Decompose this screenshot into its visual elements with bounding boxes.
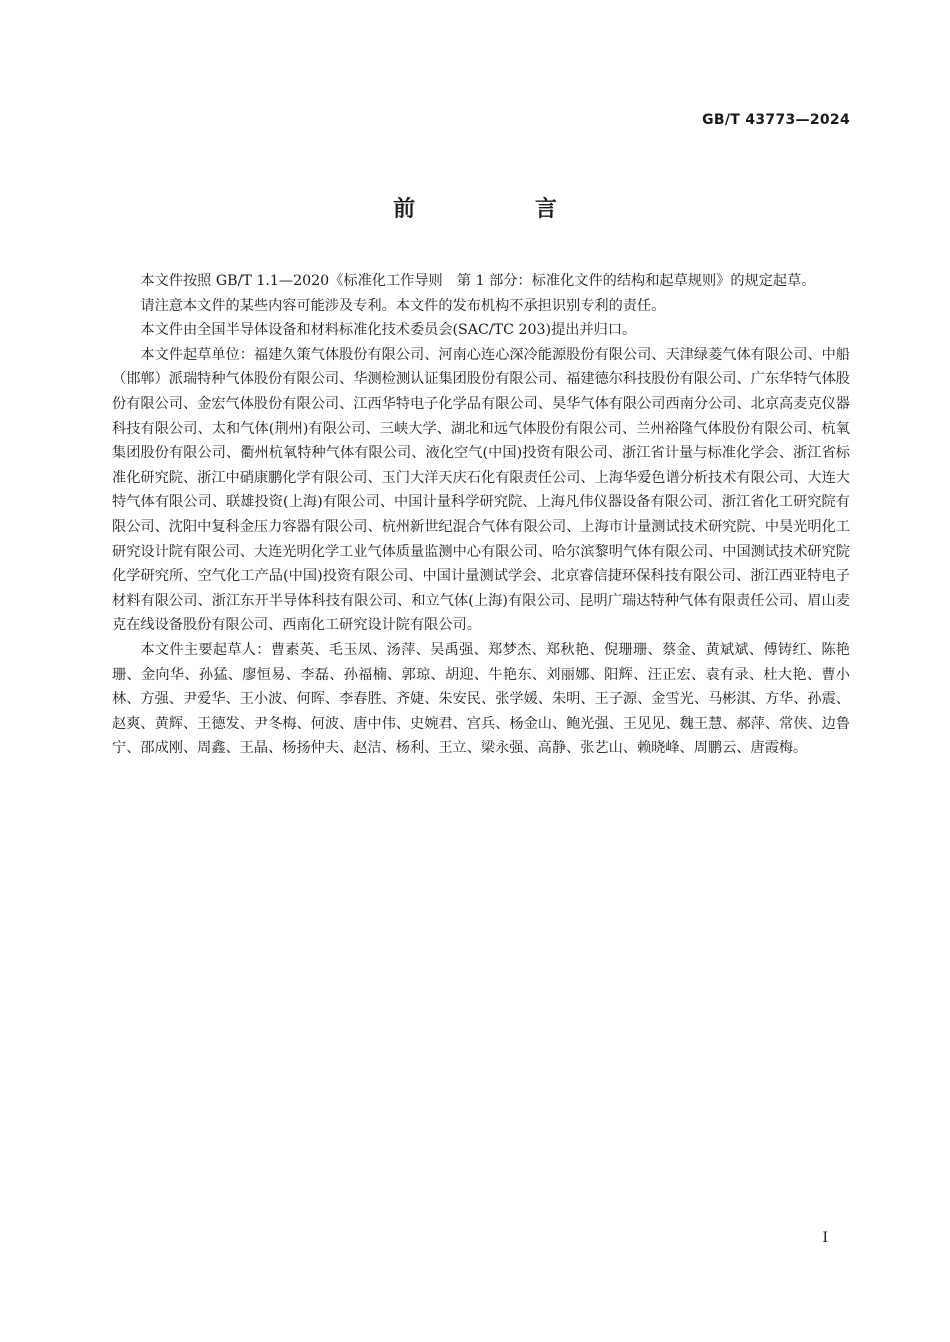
page-number: I: [822, 1230, 828, 1246]
paragraph-patent-notice: 请注意本文件的某些内容可能涉及专利。本文件的发布机构不承担识别专利的责任。: [140, 297, 666, 314]
standard-number: GB/T 43773—2024: [702, 112, 850, 128]
paragraph-proposer: 本文件由全国半导体设备和材料标准化技术委员会(SAC/TC 203)提出并归口。: [140, 322, 637, 339]
document-body: [112, 269, 850, 761]
page-title: 前 言: [393, 197, 613, 222]
paragraph-drafting-rules: 本文件按照 GB/T 1.1—2020《标准化工作导则 第 1 部分：标准化文件的结构和起草规则》的规定起草。: [140, 273, 816, 289]
paragraph-main-drafters: 本文件主要起草人：曹素英、毛玉凤、汤萍、吴禹强、郑梦杰、郑秋艳、倪珊珊、蔡金、黄斌斌、傅铸红、陈艳珊、金向华、孙猛、廖恒易、李磊、孙福楠、郭琼、胡迎、牛艳东、刘丽娜、阳辉、汪正宏、袁有录、杜大艳、曹小林、方强、尹爱华、王小波、何晖、李春胜、齐婕、朱安民、张学媛、朱明、王子源、金雪光、马彬淇、方华、孙震、赵爽、黄辉、王德发、尹冬梅、何波、唐中伟、史婉君、宫兵、杨金山、鲍光强、王见见、魏王慧、郝萍、常侠、边鲁宁、邵成刚、周鑫、王晶、杨扬仲夫、赵洁、杨利、王立、梁永强、高静、张艺山、赖晓峰、周鹏云、唐霞梅。: [112, 641, 850, 757]
paragraph-drafting-units: 本文件起草单位：福建久策气体股份有限公司、河南心连心深冷能源股份有限公司、天津绿菱气体有限公司、中船（邯郸）派瑞特种气体股份有限公司、华测检测认证集团股份有限公司、福建德尔科技股份有限公司、广东华特气体股份有限公司、金宏气体股份有限公司、江西华特电子化学品有限公司、昊华气体有限公司西南分公司、北京高麦克仪器科技有限公司、太和气体(荆州)有限公司、三峡大学、湖北和远气体股份有限公司、兰州裕隆气体股份有限公司、杭氧集团股份有限公司、衢州杭氧特种气体有限公司、液化空气(中国)投资有限公司、浙江省计量与标准化学会、浙江省标准化研究院、浙江中硝康鹏化学有限公司、玉门大洋天庆石化有限责任公司、上海华爱色谱分析技术有限公司、大连大特气体有限公司、联雄投资(上海)有限公司、中国计量科学研究院、上海凡伟仪器设备有限公司、浙江省化工研究院有限公司、沈阳中复科金压力容器有限公司、杭州新世纪混合气体有限公司、上海市计量测试技术研究院、中昊光明化工研究设计院有限公司、大连光明化学工业气体质量监测中心有限公司、哈尔滨黎明气体有限公司、中国测试技术研究院化学研究所、空气化工产品(中国)投资有限公司、中国计量测试学会、北京睿信捷环保科技有限公司、浙江西亚特电子材料有限公司、浙江东开半导体科技有限公司、和立气体(上海)有限公司、昆明广瑞达特种气体有限责任公司、眉山麦克在线设备股份有限公司、西南化工研究设计院有限公司。: [112, 346, 850, 634]
